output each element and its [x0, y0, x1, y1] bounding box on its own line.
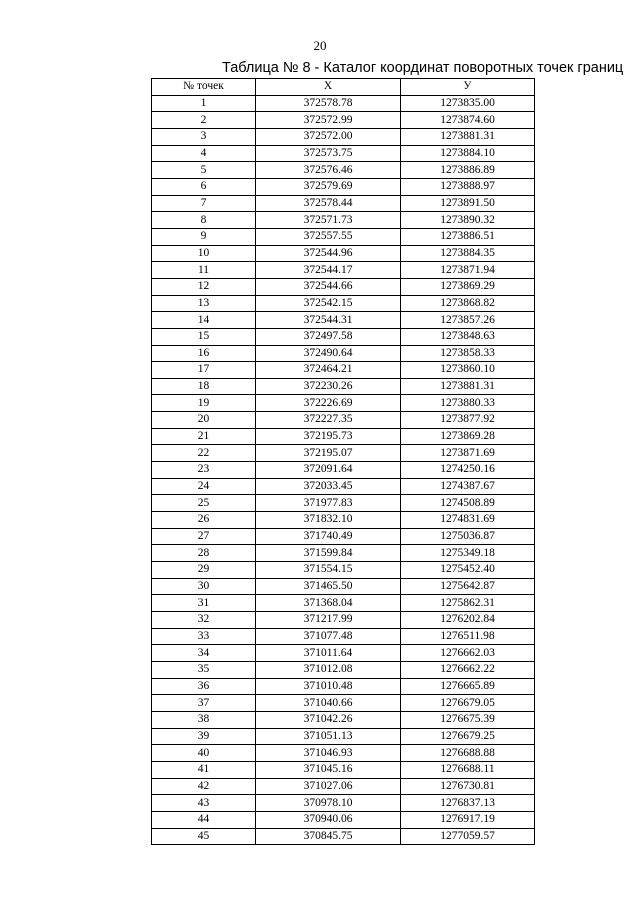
table-row [152, 162, 535, 179]
cell-point-number: 45 [152, 828, 256, 845]
cell-x: 372227.35 [256, 412, 401, 429]
cell-point-number: 23 [152, 462, 256, 479]
table-row [152, 595, 535, 612]
table-row [152, 295, 535, 312]
cell-y: 1275349.18 [401, 545, 535, 562]
cell-y: 1276662.03 [401, 645, 535, 662]
cell-x: 372579.69 [256, 178, 401, 195]
cell-x: 371027.06 [256, 778, 401, 795]
cell-x: 372544.17 [256, 262, 401, 279]
cell-y: 1273886.89 [401, 162, 535, 179]
table-row [152, 378, 535, 395]
cell-point-number: 26 [152, 512, 256, 529]
cell-point-number: 19 [152, 395, 256, 412]
cell-y: 1276665.89 [401, 678, 535, 695]
column-header-x: X [256, 79, 401, 96]
cell-point-number: 35 [152, 661, 256, 678]
cell-x: 372571.73 [256, 212, 401, 229]
cell-x: 371012.08 [256, 661, 401, 678]
coordinates-table [151, 78, 535, 845]
table-row [152, 428, 535, 445]
cell-y: 1273857.26 [401, 312, 535, 329]
cell-y: 1274250.16 [401, 462, 535, 479]
cell-y: 1273858.33 [401, 345, 535, 362]
cell-y: 1273886.51 [401, 228, 535, 245]
table-row [152, 362, 535, 379]
cell-point-number: 10 [152, 245, 256, 262]
cell-point-number: 31 [152, 595, 256, 612]
cell-point-number: 14 [152, 312, 256, 329]
cell-y: 1273868.82 [401, 295, 535, 312]
cell-x: 372557.55 [256, 228, 401, 245]
cell-y: 1275036.87 [401, 528, 535, 545]
cell-point-number: 43 [152, 795, 256, 812]
table-row [152, 328, 535, 345]
cell-point-number: 30 [152, 578, 256, 595]
cell-x: 372226.69 [256, 395, 401, 412]
cell-x: 371046.93 [256, 745, 401, 762]
cell-y: 1273881.31 [401, 378, 535, 395]
cell-point-number: 27 [152, 528, 256, 545]
table-row [152, 212, 535, 229]
cell-point-number: 4 [152, 145, 256, 162]
cell-point-number: 25 [152, 495, 256, 512]
cell-y: 1273835.00 [401, 95, 535, 112]
cell-y: 1273888.97 [401, 178, 535, 195]
cell-point-number: 33 [152, 628, 256, 645]
page-number: 20 [313, 38, 327, 53]
cell-y: 1273871.69 [401, 445, 535, 462]
cell-y: 1273884.10 [401, 145, 535, 162]
cell-x: 372578.78 [256, 95, 401, 112]
cell-y: 1274831.69 [401, 512, 535, 529]
cell-x: 370845.75 [256, 828, 401, 845]
column-header-y: У [401, 79, 535, 96]
table-row [152, 145, 535, 162]
cell-y: 1276837.13 [401, 795, 535, 812]
cell-y: 1273891.50 [401, 195, 535, 212]
cell-point-number: 5 [152, 162, 256, 179]
cell-y: 1273869.28 [401, 428, 535, 445]
cell-point-number: 21 [152, 428, 256, 445]
cell-point-number: 36 [152, 678, 256, 695]
cell-x: 371977.83 [256, 495, 401, 512]
cell-x: 372542.15 [256, 295, 401, 312]
table-row [152, 745, 535, 762]
cell-x: 370940.06 [256, 811, 401, 828]
cell-x: 372195.73 [256, 428, 401, 445]
cell-x: 371740.49 [256, 528, 401, 545]
cell-point-number: 44 [152, 811, 256, 828]
cell-y: 1276202.84 [401, 612, 535, 629]
cell-y: 1273860.10 [401, 362, 535, 379]
cell-x: 371011.64 [256, 645, 401, 662]
cell-y: 1274387.67 [401, 478, 535, 495]
table-row [152, 312, 535, 329]
cell-y: 1273880.33 [401, 395, 535, 412]
cell-point-number: 22 [152, 445, 256, 462]
table-row [152, 345, 535, 362]
cell-point-number: 32 [152, 612, 256, 629]
cell-point-number: 16 [152, 345, 256, 362]
table-row [152, 678, 535, 695]
cell-x: 372033.45 [256, 478, 401, 495]
cell-point-number: 18 [152, 378, 256, 395]
cell-x: 371465.50 [256, 578, 401, 595]
table-row [152, 128, 535, 145]
cell-point-number: 42 [152, 778, 256, 795]
cell-point-number: 9 [152, 228, 256, 245]
cell-point-number: 12 [152, 278, 256, 295]
table-row [152, 528, 535, 545]
cell-y: 1273881.31 [401, 128, 535, 145]
table-row [152, 795, 535, 812]
cell-x: 372576.46 [256, 162, 401, 179]
cell-point-number: 34 [152, 645, 256, 662]
table-row [152, 562, 535, 579]
cell-y: 1277059.57 [401, 828, 535, 845]
cell-x: 372195.07 [256, 445, 401, 462]
cell-point-number: 15 [152, 328, 256, 345]
table-row [152, 612, 535, 629]
cell-y: 1276688.11 [401, 761, 535, 778]
cell-x: 371040.66 [256, 695, 401, 712]
cell-x: 371077.48 [256, 628, 401, 645]
cell-point-number: 28 [152, 545, 256, 562]
cell-x: 372572.00 [256, 128, 401, 145]
cell-point-number: 1 [152, 95, 256, 112]
cell-point-number: 2 [152, 112, 256, 129]
table-row [152, 395, 535, 412]
table-row [152, 811, 535, 828]
table-row [152, 228, 535, 245]
cell-y: 1273871.94 [401, 262, 535, 279]
table-header-row [152, 79, 535, 96]
cell-x: 372578.44 [256, 195, 401, 212]
cell-y: 1275642.87 [401, 578, 535, 595]
cell-x: 371042.26 [256, 711, 401, 728]
cell-point-number: 39 [152, 728, 256, 745]
cell-x: 371045.16 [256, 761, 401, 778]
cell-point-number: 6 [152, 178, 256, 195]
cell-point-number: 41 [152, 761, 256, 778]
cell-x: 371368.04 [256, 595, 401, 612]
cell-point-number: 11 [152, 262, 256, 279]
cell-point-number: 20 [152, 412, 256, 429]
cell-x: 372230.26 [256, 378, 401, 395]
cell-y: 1273890.32 [401, 212, 535, 229]
cell-point-number: 3 [152, 128, 256, 145]
cell-y: 1276662.22 [401, 661, 535, 678]
table-row [152, 178, 535, 195]
cell-x: 372572.99 [256, 112, 401, 129]
cell-y: 1276917.19 [401, 811, 535, 828]
cell-point-number: 37 [152, 695, 256, 712]
cell-y: 1276679.25 [401, 728, 535, 745]
table-row [152, 578, 535, 595]
cell-x: 371599.84 [256, 545, 401, 562]
table-row [152, 695, 535, 712]
cell-point-number: 24 [152, 478, 256, 495]
cell-x: 372544.66 [256, 278, 401, 295]
cell-y: 1276730.81 [401, 778, 535, 795]
table-row [152, 512, 535, 529]
cell-point-number: 17 [152, 362, 256, 379]
table-row [152, 711, 535, 728]
cell-point-number: 8 [152, 212, 256, 229]
table-row [152, 628, 535, 645]
cell-point-number: 38 [152, 711, 256, 728]
table-row [152, 195, 535, 212]
cell-y: 1276511.98 [401, 628, 535, 645]
table-row [152, 478, 535, 495]
cell-x: 372464.21 [256, 362, 401, 379]
cell-x: 371554.15 [256, 562, 401, 579]
table-row [152, 278, 535, 295]
table-row [152, 495, 535, 512]
table-row [152, 462, 535, 479]
cell-x: 372497.58 [256, 328, 401, 345]
cell-y: 1276679.05 [401, 695, 535, 712]
table-body [152, 95, 535, 845]
cell-x: 372091.64 [256, 462, 401, 479]
cell-x: 371010.48 [256, 678, 401, 695]
table-row [152, 445, 535, 462]
table-row [152, 728, 535, 745]
column-header-point-number: № точек [152, 79, 256, 96]
table-row [152, 412, 535, 429]
cell-y: 1273869.29 [401, 278, 535, 295]
table-row [152, 545, 535, 562]
table-row [152, 778, 535, 795]
table-row [152, 262, 535, 279]
cell-y: 1276675.39 [401, 711, 535, 728]
table-row [152, 95, 535, 112]
table-row [152, 112, 535, 129]
cell-x: 371217.99 [256, 612, 401, 629]
cell-y: 1275452.40 [401, 562, 535, 579]
cell-x: 371051.13 [256, 728, 401, 745]
cell-point-number: 40 [152, 745, 256, 762]
table-row [152, 761, 535, 778]
cell-x: 371832.10 [256, 512, 401, 529]
cell-y: 1273848.63 [401, 328, 535, 345]
cell-point-number: 7 [152, 195, 256, 212]
cell-x: 370978.10 [256, 795, 401, 812]
cell-point-number: 29 [152, 562, 256, 579]
cell-y: 1273884.35 [401, 245, 535, 262]
cell-x: 372544.31 [256, 312, 401, 329]
cell-x: 372490.64 [256, 345, 401, 362]
cell-point-number: 13 [152, 295, 256, 312]
cell-y: 1275862.31 [401, 595, 535, 612]
table-row [152, 645, 535, 662]
table-title: Таблица № 8 - Каталог координат поворотных точек границ [222, 60, 624, 76]
table-row [152, 245, 535, 262]
table-row [152, 828, 535, 845]
table-row [152, 661, 535, 678]
cell-x: 372573.75 [256, 145, 401, 162]
cell-y: 1273877.92 [401, 412, 535, 429]
cell-y: 1273874.60 [401, 112, 535, 129]
cell-x: 372544.96 [256, 245, 401, 262]
cell-y: 1274508.89 [401, 495, 535, 512]
cell-y: 1276688.88 [401, 745, 535, 762]
